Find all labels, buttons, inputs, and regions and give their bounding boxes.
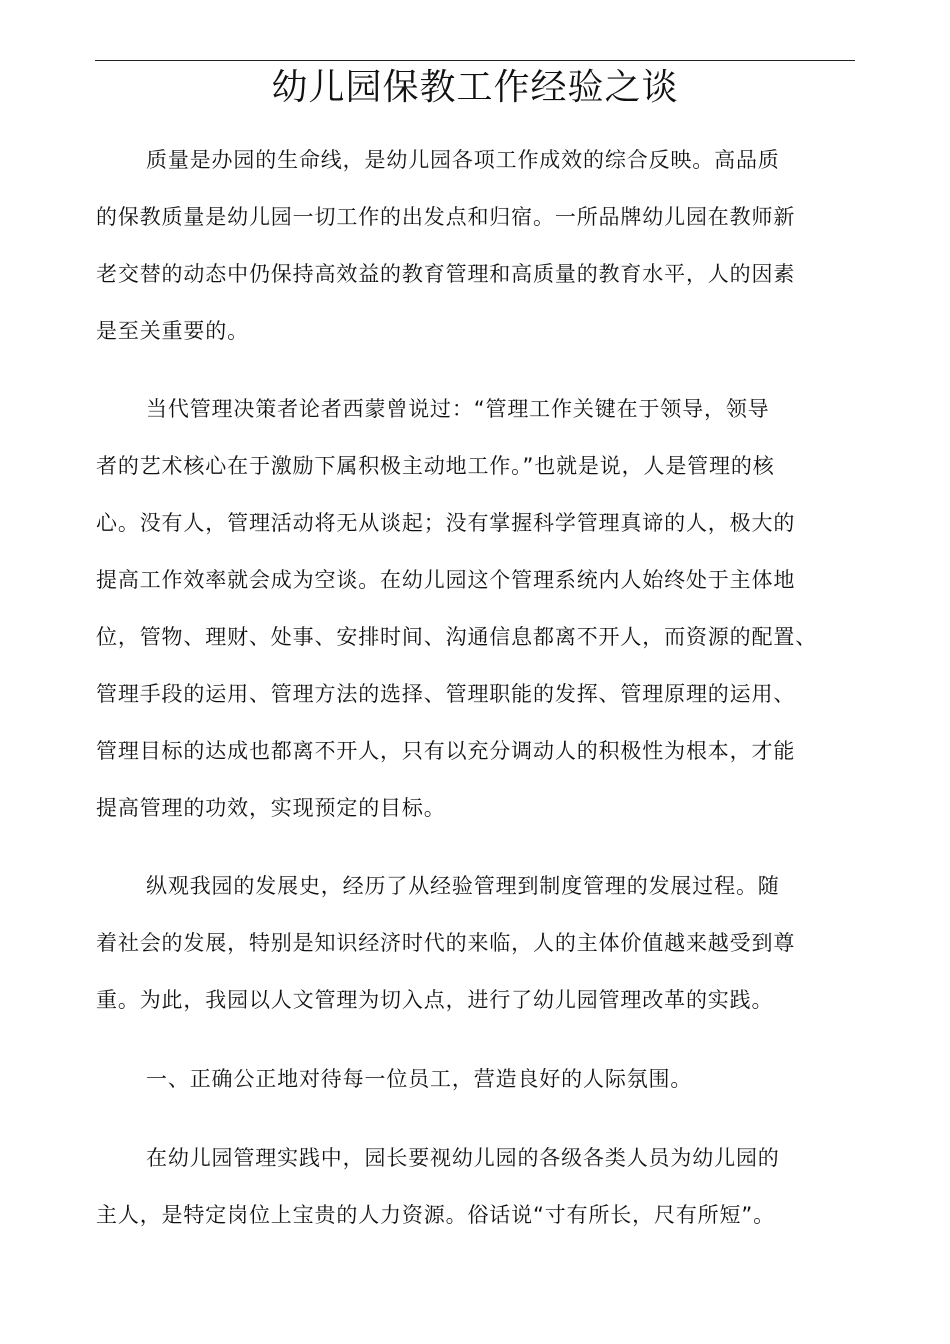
text-line: 管理手段的运用、管理方法的选择、管理职能的发挥、管理原理的运用、 (96, 682, 796, 706)
text-line: 者的艺术核心在于激励下属积极主动地工作。”也就是说，人是管理的核 (96, 454, 775, 478)
text-line: 老交替的动态中仍保持高效益的教育管理和高质量的教育水平，人的因素 (96, 262, 796, 286)
text-line: 的保教质量是幼儿园一切工作的出发点和归宿。一所品牌幼儿园在教师新 (96, 205, 796, 229)
text-line: 提高管理的功效，实现预定的目标。 (96, 796, 446, 820)
text-line: 管理目标的达成也都离不开人，只有以充分调动人的积极性为根本，才能 (96, 739, 796, 763)
text-line: 在幼儿园管理实践中，园长要视幼儿园的各级各类人员为幼儿园的 (146, 1146, 780, 1170)
text-line: 主人，是特定岗位上宝贵的人力资源。俗话说“寸有所长，尺有所短”。 (96, 1203, 775, 1227)
text-line: 当代管理决策者论者西蒙曾说过：“管理工作关键在于领导，领导 (146, 397, 770, 421)
text-line: 位，管物、理财、处事、安排时间、沟通信息都离不开人，而资源的配置、 (96, 625, 818, 649)
text-line: 纵观我园的发展史，经历了从经验管理到制度管理的发展过程。随 (146, 874, 780, 898)
text-line: 是至关重要的。 (96, 319, 249, 343)
text-line: 质量是办园的生命线，是幼儿园各项工作成效的综合反映。高品质 (146, 148, 780, 172)
document-title: 幼儿园保教工作经验之谈 (271, 67, 679, 108)
text-line: 心。没有人，管理活动将无从谈起；没有掌握科学管理真谛的人，极大的 (96, 511, 796, 535)
section-heading: 一、正确公正地对待每一位员工，营造良好的人际氛围。 (146, 1067, 693, 1091)
text-line: 着社会的发展，特别是知识经济时代的来临，人的主体价值越来越受到尊 (96, 931, 796, 955)
header-rule (95, 60, 855, 61)
text-line: 提高工作效率就会成为空谈。在幼儿园这个管理系统内人始终处于主体地 (96, 568, 796, 592)
text-line: 重。为此，我园以人文管理为切入点，进行了幼儿园管理改革的实践。 (96, 988, 774, 1012)
